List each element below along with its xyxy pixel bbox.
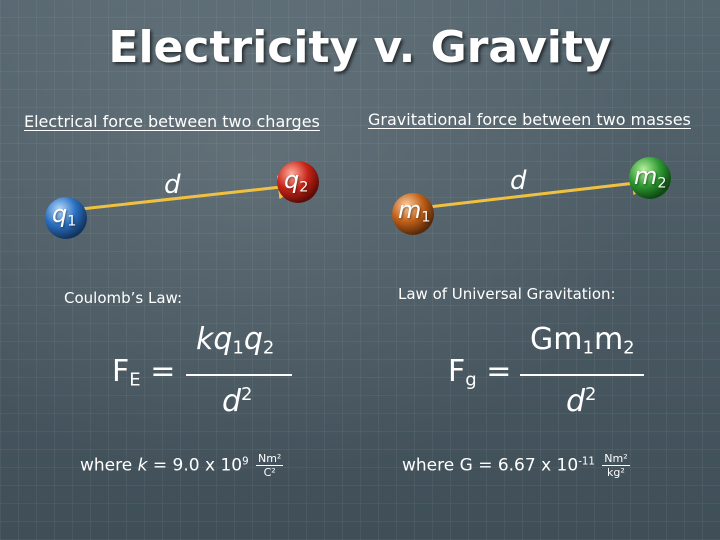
mass-m1-label: $m_1$ — [398, 196, 431, 226]
distance-arrow-gravity — [420, 182, 644, 208]
electric-heading: Electrical force between two charges — [24, 112, 320, 131]
coulomb-fraction-bar — [186, 374, 292, 376]
gravity-heading: Gravitational force between two masses — [368, 110, 691, 129]
coulomb-lhs: $F_E$ = — [112, 354, 176, 391]
gravity-lhs: $F_g$ = — [448, 354, 512, 391]
coulomb-constant: where k = 9.0 x $10^9$ $\frac{\text{Nm²}}{\text{C²}}$ — [80, 452, 282, 479]
coulomb-constant-units: $\frac{\text{Nm²}}{\text{C²}}$ — [257, 452, 282, 479]
coulomb-numerator: $kq_1q_2$ — [196, 322, 275, 359]
gravity-numerator: $Gm_1m_2$ — [530, 322, 635, 359]
distance-label-gravity: d — [510, 166, 527, 196]
gravitational-constant: where G = 6.67 x $10^{-11}$ $\frac{\text{Nm²}}{\text{kg²}}$ — [402, 452, 628, 479]
gravitational-constant-units: $\frac{\text{Nm²}}{\text{kg²}}$ — [604, 452, 628, 479]
gravitation-law-label: Law of Universal Gravitation: — [398, 285, 616, 303]
coulomb-denominator: $d^2$ — [222, 384, 253, 419]
charge-q1-label: $q_1$ — [52, 200, 77, 230]
gravity-fraction-bar — [520, 374, 644, 376]
slide-title: Electricity v. Gravity — [108, 22, 612, 73]
distance-label-electric: d — [164, 170, 181, 200]
mass-m2-label: $m_2$ — [634, 162, 667, 192]
gravity-denominator: $d^2$ — [566, 384, 597, 419]
charge-q2-label: $q_2$ — [284, 166, 309, 196]
coulomb-law-label: Coulomb’s Law: — [64, 289, 183, 307]
distance-arrow-electric — [72, 186, 290, 210]
